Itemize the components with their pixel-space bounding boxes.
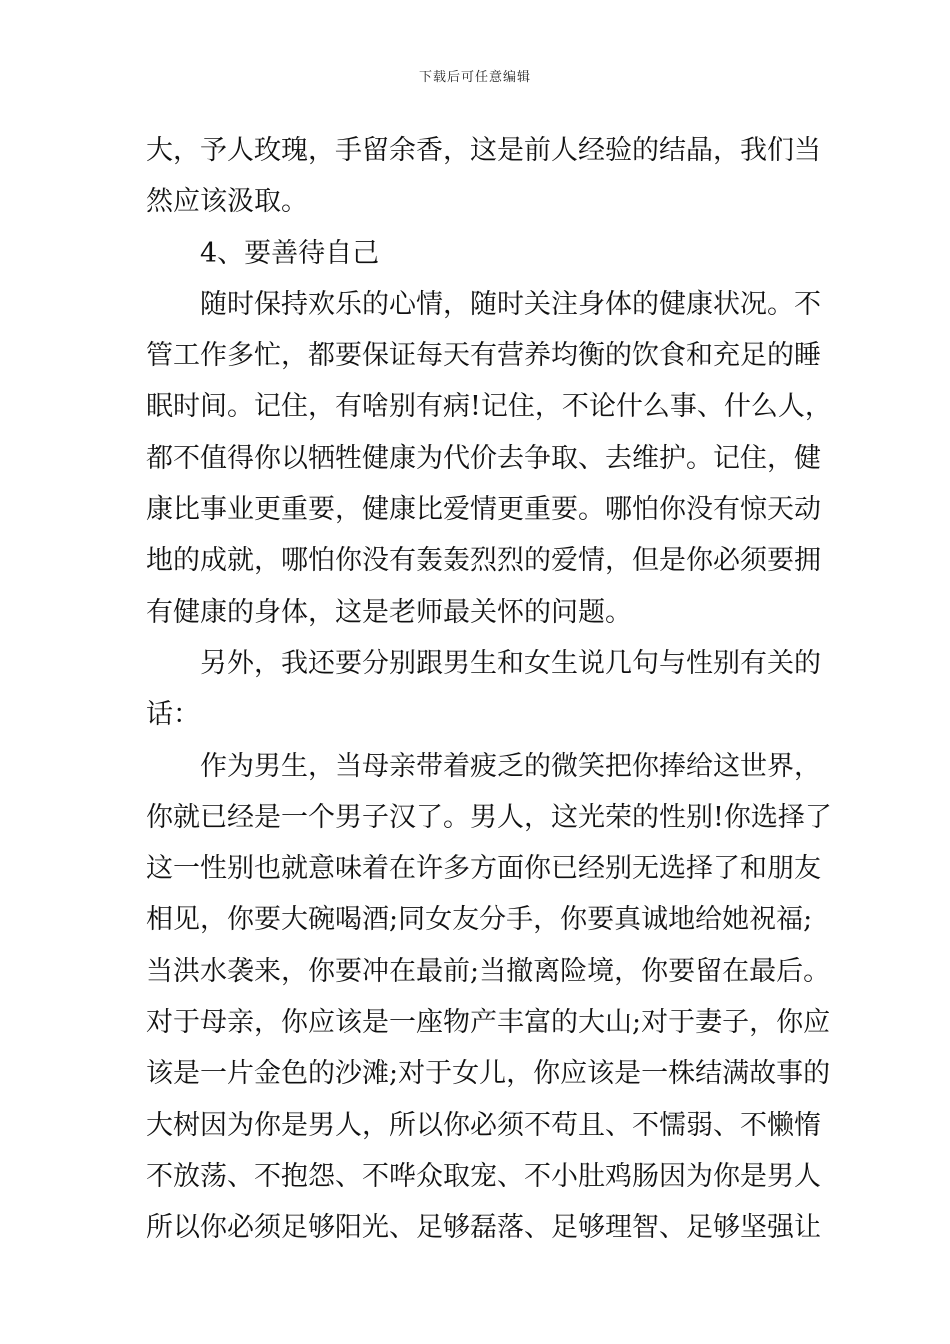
- section-heading: 4、要善待自己: [200, 237, 380, 269]
- text-line: 眠时间。记住，有啥别有病!记住，不论什么事、什么人，: [146, 391, 832, 423]
- text-line: 这一性别也就意味着在许多方面你已经别无选择了和朋友: [146, 853, 821, 885]
- text-line: 对于母亲，你应该是一座物产丰富的大山;对于妻子，你应: [146, 1007, 831, 1039]
- text-line: 都不值得你以牺牲健康为代价去争取、去维护。记住，健: [146, 442, 821, 474]
- text-line: 另外，我还要分别跟男生和女生说几句与性别有关的: [200, 647, 821, 679]
- text-line: 你就已经是一个男子汉了。男人，这光荣的性别!你选择了: [146, 801, 832, 833]
- text-line: 大，予人玫瑰，手留余香，这是前人经验的结晶，我们当: [146, 135, 821, 166]
- text-line: 康比事业更重要，健康比爱情更重要。哪怕你没有惊天动: [146, 494, 821, 526]
- text-line: 当洪水袭来，你要冲在最前;当撤离险境，你要留在最后。: [146, 955, 831, 987]
- document-body: [146, 125, 832, 1254]
- text-line: 所以你必须足够阳光、足够磊落、足够理智、足够坚强让: [146, 1212, 821, 1244]
- text-line: 不放荡、不抱怨、不哗众取宠、不小肚鸡肠因为你是男人: [146, 1160, 821, 1192]
- text-line: 然应该汲取。: [146, 186, 308, 218]
- text-line: 有健康的身体，这是老师最关怀的问题。: [146, 596, 632, 628]
- text-line: 作为男生，当母亲带着疲乏的微笑把你捧给这世界，: [200, 750, 821, 782]
- text-line: 管工作多忙，都要保证每天有营养均衡的饮食和充足的睡: [146, 340, 821, 372]
- text-line: 地的成就，哪怕你没有轰轰烈烈的爱情，但是你必须要拥: [146, 545, 821, 577]
- text-line: 随时保持欢乐的心情，随时关注身体的健康状况。不: [200, 288, 821, 320]
- text-line: 该是一片金色的沙滩;对于女儿，你应该是一株结满故事的: [146, 1058, 831, 1090]
- text-line: 话：: [146, 699, 200, 731]
- text-line: 大树因为你是男人，所以你必须不苟且、不懦弱、不懒惰: [146, 1109, 821, 1141]
- text-line: 相见，你要大碗喝酒;同女友分手，你要真诚地给她祝福;: [146, 904, 813, 936]
- page-header: 下载后可任意编辑: [418, 70, 531, 85]
